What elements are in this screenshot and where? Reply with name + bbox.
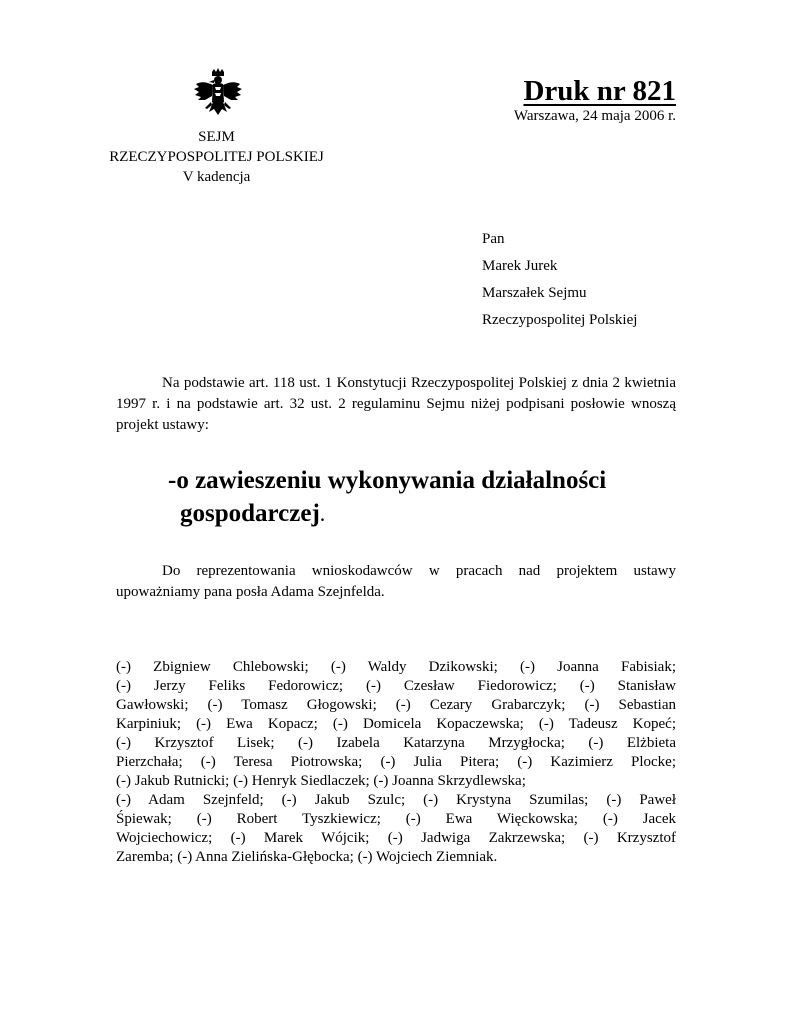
institution-country-line: RZECZYPOSPOLITEJ POLSKIEJ — [109, 149, 324, 165]
signatories-line: (-) Krzysztof Lisek; (-) Izabela Katarzyna Mrzygłocka; (-) Elżbieta — [116, 735, 676, 751]
signatories-line: (-) Adam Szejnfeld; (-) Jakub Szulc; (-) Krystyna Szumilas; (-) Paweł — [116, 792, 676, 808]
institution-term-line: V kadencja — [182, 169, 251, 185]
document-number: Druk nr 821 — [523, 75, 676, 107]
institution-block — [94, 127, 339, 187]
signatories-list — [116, 658, 676, 867]
signatories-line: Zaremba; (-) Anna Zielińska-Głębocka; (-) Wojciech Ziemniak. — [116, 849, 498, 865]
intro-paragraph: Na podstawie art. 118 ust. 1 Konstytucji Rzeczypospolitej Polskiej z dnia 2 kwietnia 1997 r. i na podstawie art. 32 ust. 2 regulaminu Sejmu niżej podpisani posłowie wnoszą projekt ustawy: — [116, 375, 676, 433]
signatories-line: Karpiniuk; (-) Ewa Kopacz; (-) Domicela Kopaczewska; (-) Tadeusz Kopeć; — [116, 716, 676, 732]
signatories-line: Gawłowski; (-) Tomasz Głogowski; (-) Cezary Grabarczyk; (-) Sebastian — [116, 697, 676, 713]
addressee-name: Marek Jurek — [482, 258, 558, 274]
signatories-line: (-) Zbigniew Chlebowski; (-) Waldy Dzikowski; (-) Joanna Fabisiak; — [116, 659, 676, 675]
addressee-country: Rzeczypospolitej Polskiej — [482, 312, 638, 328]
representation-paragraph: Do reprezentowania wnioskodawców w pracach nad projektem ustawy upoważniamy pana posła Adama Szejnfelda. — [116, 563, 676, 600]
addressee-salutation: Pan — [482, 231, 505, 247]
signatories-line: Wojciechowicz; (-) Marek Wójcik; (-) Jadwiga Zakrzewska; (-) Krzysztof — [116, 830, 676, 846]
bill-title-line-2 — [180, 498, 325, 530]
bill-title-period: . — [319, 501, 326, 526]
document-date: Warszawa, 24 maja 2006 r. — [513, 108, 676, 124]
bill-title-line-1: -o zawieszeniu wykonywania działalności — [168, 467, 607, 494]
signatories-line: Pierzchała; (-) Teresa Piotrowska; (-) Julia Pitera; (-) Kazimierz Plocke; — [116, 754, 676, 770]
eagle-emblem-icon — [193, 68, 243, 123]
institution-name-line: SEJM — [198, 129, 235, 145]
signatories-line: Śpiewak; (-) Robert Tyszkiewicz; (-) Ewa Więckowska; (-) Jacek — [116, 811, 676, 827]
signatories-line: (-) Jerzy Feliks Fedorowicz; (-) Czesław Fiedorowicz; (-) Stanisław — [116, 678, 676, 694]
signatories-line: (-) Jakub Rutnicki; (-) Henryk Siedlaczek; (-) Joanna Skrzydlewska; — [116, 773, 526, 789]
addressee-position: Marszałek Sejmu — [482, 285, 587, 301]
bill-title-word: gospodarczej — [180, 500, 320, 527]
